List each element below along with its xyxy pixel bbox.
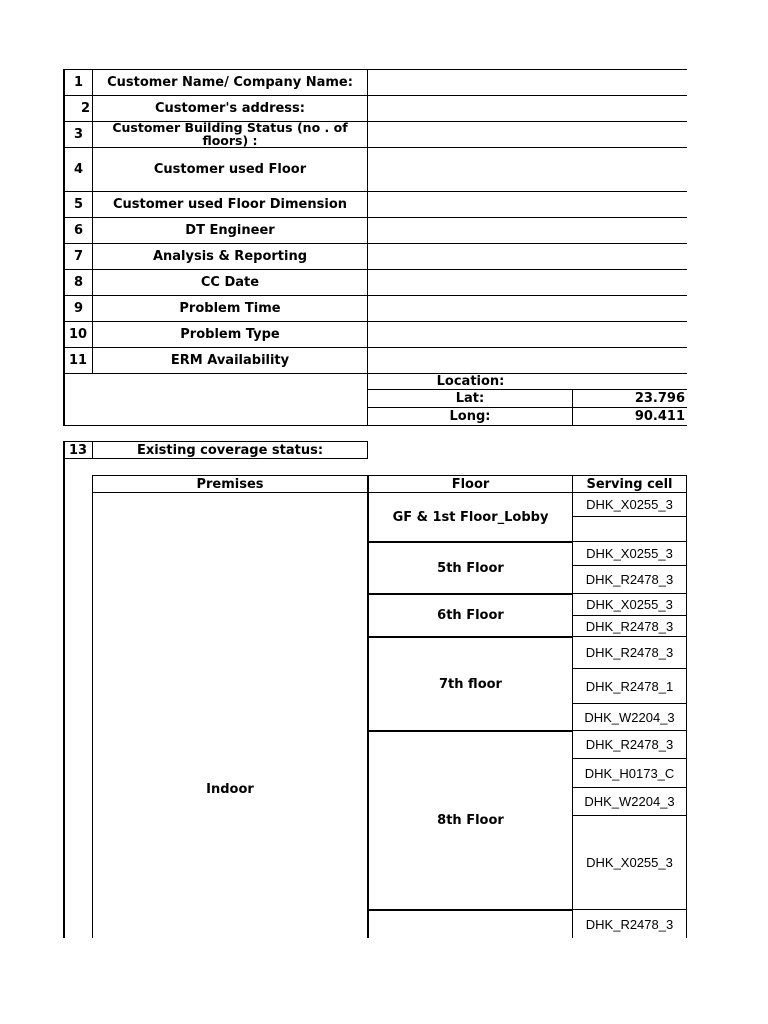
- location-title: Location:: [436, 374, 505, 389]
- serving-cell[interactable]: DHK_X0255_3: [586, 497, 673, 512]
- floor-6th: 6th Floor: [437, 608, 504, 623]
- field-label-cc-date: CC Date: [200, 275, 260, 290]
- field-label-analysis-reporting: Analysis & Reporting: [152, 249, 308, 264]
- serving-cell[interactable]: DHK_W2204_3: [584, 709, 675, 725]
- analysis-reporting-value[interactable]: [368, 244, 687, 269]
- dt-engineer-value[interactable]: [368, 218, 687, 243]
- floor-gf-lobby: GF & 1st Floor_Lobby: [392, 509, 549, 525]
- premises-indoor: Indoor: [206, 782, 254, 797]
- serving-cell[interactable]: DHK_R2478_3: [585, 645, 674, 660]
- field-label-problem-time: Problem Time: [179, 301, 281, 316]
- row-number: 4: [74, 162, 84, 177]
- row-number: 5: [74, 197, 84, 212]
- row-number: 6: [74, 223, 84, 238]
- lat-value[interactable]: 23.796: [634, 391, 685, 406]
- row-number: 11: [69, 353, 88, 368]
- serving-cell[interactable]: DHK_X0255_3: [586, 546, 673, 561]
- cc-date-value[interactable]: [368, 270, 687, 295]
- row-number: 10: [69, 327, 88, 342]
- serving-cell[interactable]: DHK_R2478_3: [585, 618, 674, 634]
- floor-7th: 7th floor: [439, 676, 502, 692]
- row-number: 7: [74, 249, 84, 264]
- customer-name-value[interactable]: [368, 70, 687, 95]
- field-label-floor-dimension: Customer used Floor Dimension: [113, 197, 347, 212]
- row-number: 1: [74, 75, 84, 90]
- lat-label: Lat:: [455, 391, 485, 406]
- row-number: 9: [74, 301, 84, 316]
- floor-dimension-value[interactable]: [368, 192, 687, 217]
- serving-cell[interactable]: DHK_X0255_3: [586, 855, 673, 870]
- long-value[interactable]: 90.411: [634, 409, 685, 424]
- field-label-customer-address: Customer's address:: [155, 101, 305, 116]
- building-status-value[interactable]: [368, 122, 687, 147]
- header-premises: Premises: [196, 476, 264, 492]
- serving-cell[interactable]: DHK_R2478_3: [585, 916, 674, 932]
- field-label-problem-type: Problem Type: [180, 327, 280, 342]
- field-label-used-floor: Customer used Floor: [153, 162, 307, 177]
- problem-type-value[interactable]: [368, 322, 687, 347]
- serving-cell[interactable]: [573, 517, 686, 541]
- serving-cell[interactable]: DHK_R2478_3: [585, 572, 674, 587]
- field-label-customer-name: Customer Name/ Company Name:: [107, 75, 353, 90]
- header-floor: Floor: [451, 476, 490, 492]
- coverage-number: 13: [69, 442, 88, 458]
- serving-cell[interactable]: DHK_W2204_3: [584, 794, 675, 809]
- floor-5th: 5th Floor: [437, 560, 504, 576]
- header-serving-cell: Serving cell: [586, 476, 673, 492]
- row-number: 8: [74, 275, 84, 290]
- problem-time-value[interactable]: [368, 296, 687, 321]
- customer-address-value[interactable]: [368, 96, 687, 121]
- floor-8th: 8th Floor: [437, 813, 504, 828]
- serving-cell[interactable]: DHK_H0173_C: [584, 765, 675, 781]
- serving-cell[interactable]: DHK_X0255_3: [586, 597, 673, 612]
- serving-cell[interactable]: DHK_R2478_3: [585, 737, 674, 752]
- used-floor-value[interactable]: [368, 148, 687, 191]
- serving-cell[interactable]: DHK_R2478_1: [585, 678, 674, 694]
- field-label-dt-engineer: DT Engineer: [185, 223, 275, 238]
- row-number: 3: [74, 127, 84, 142]
- long-label: Long:: [449, 409, 491, 424]
- erm-availability-value[interactable]: [368, 348, 687, 373]
- field-label-erm-availability: ERM Availability: [170, 353, 290, 368]
- field-label-building-status: Customer Building Status (no . of floors) :: [112, 121, 348, 148]
- row-number: 2: [80, 101, 90, 116]
- coverage-label: Existing coverage status:: [136, 442, 324, 458]
